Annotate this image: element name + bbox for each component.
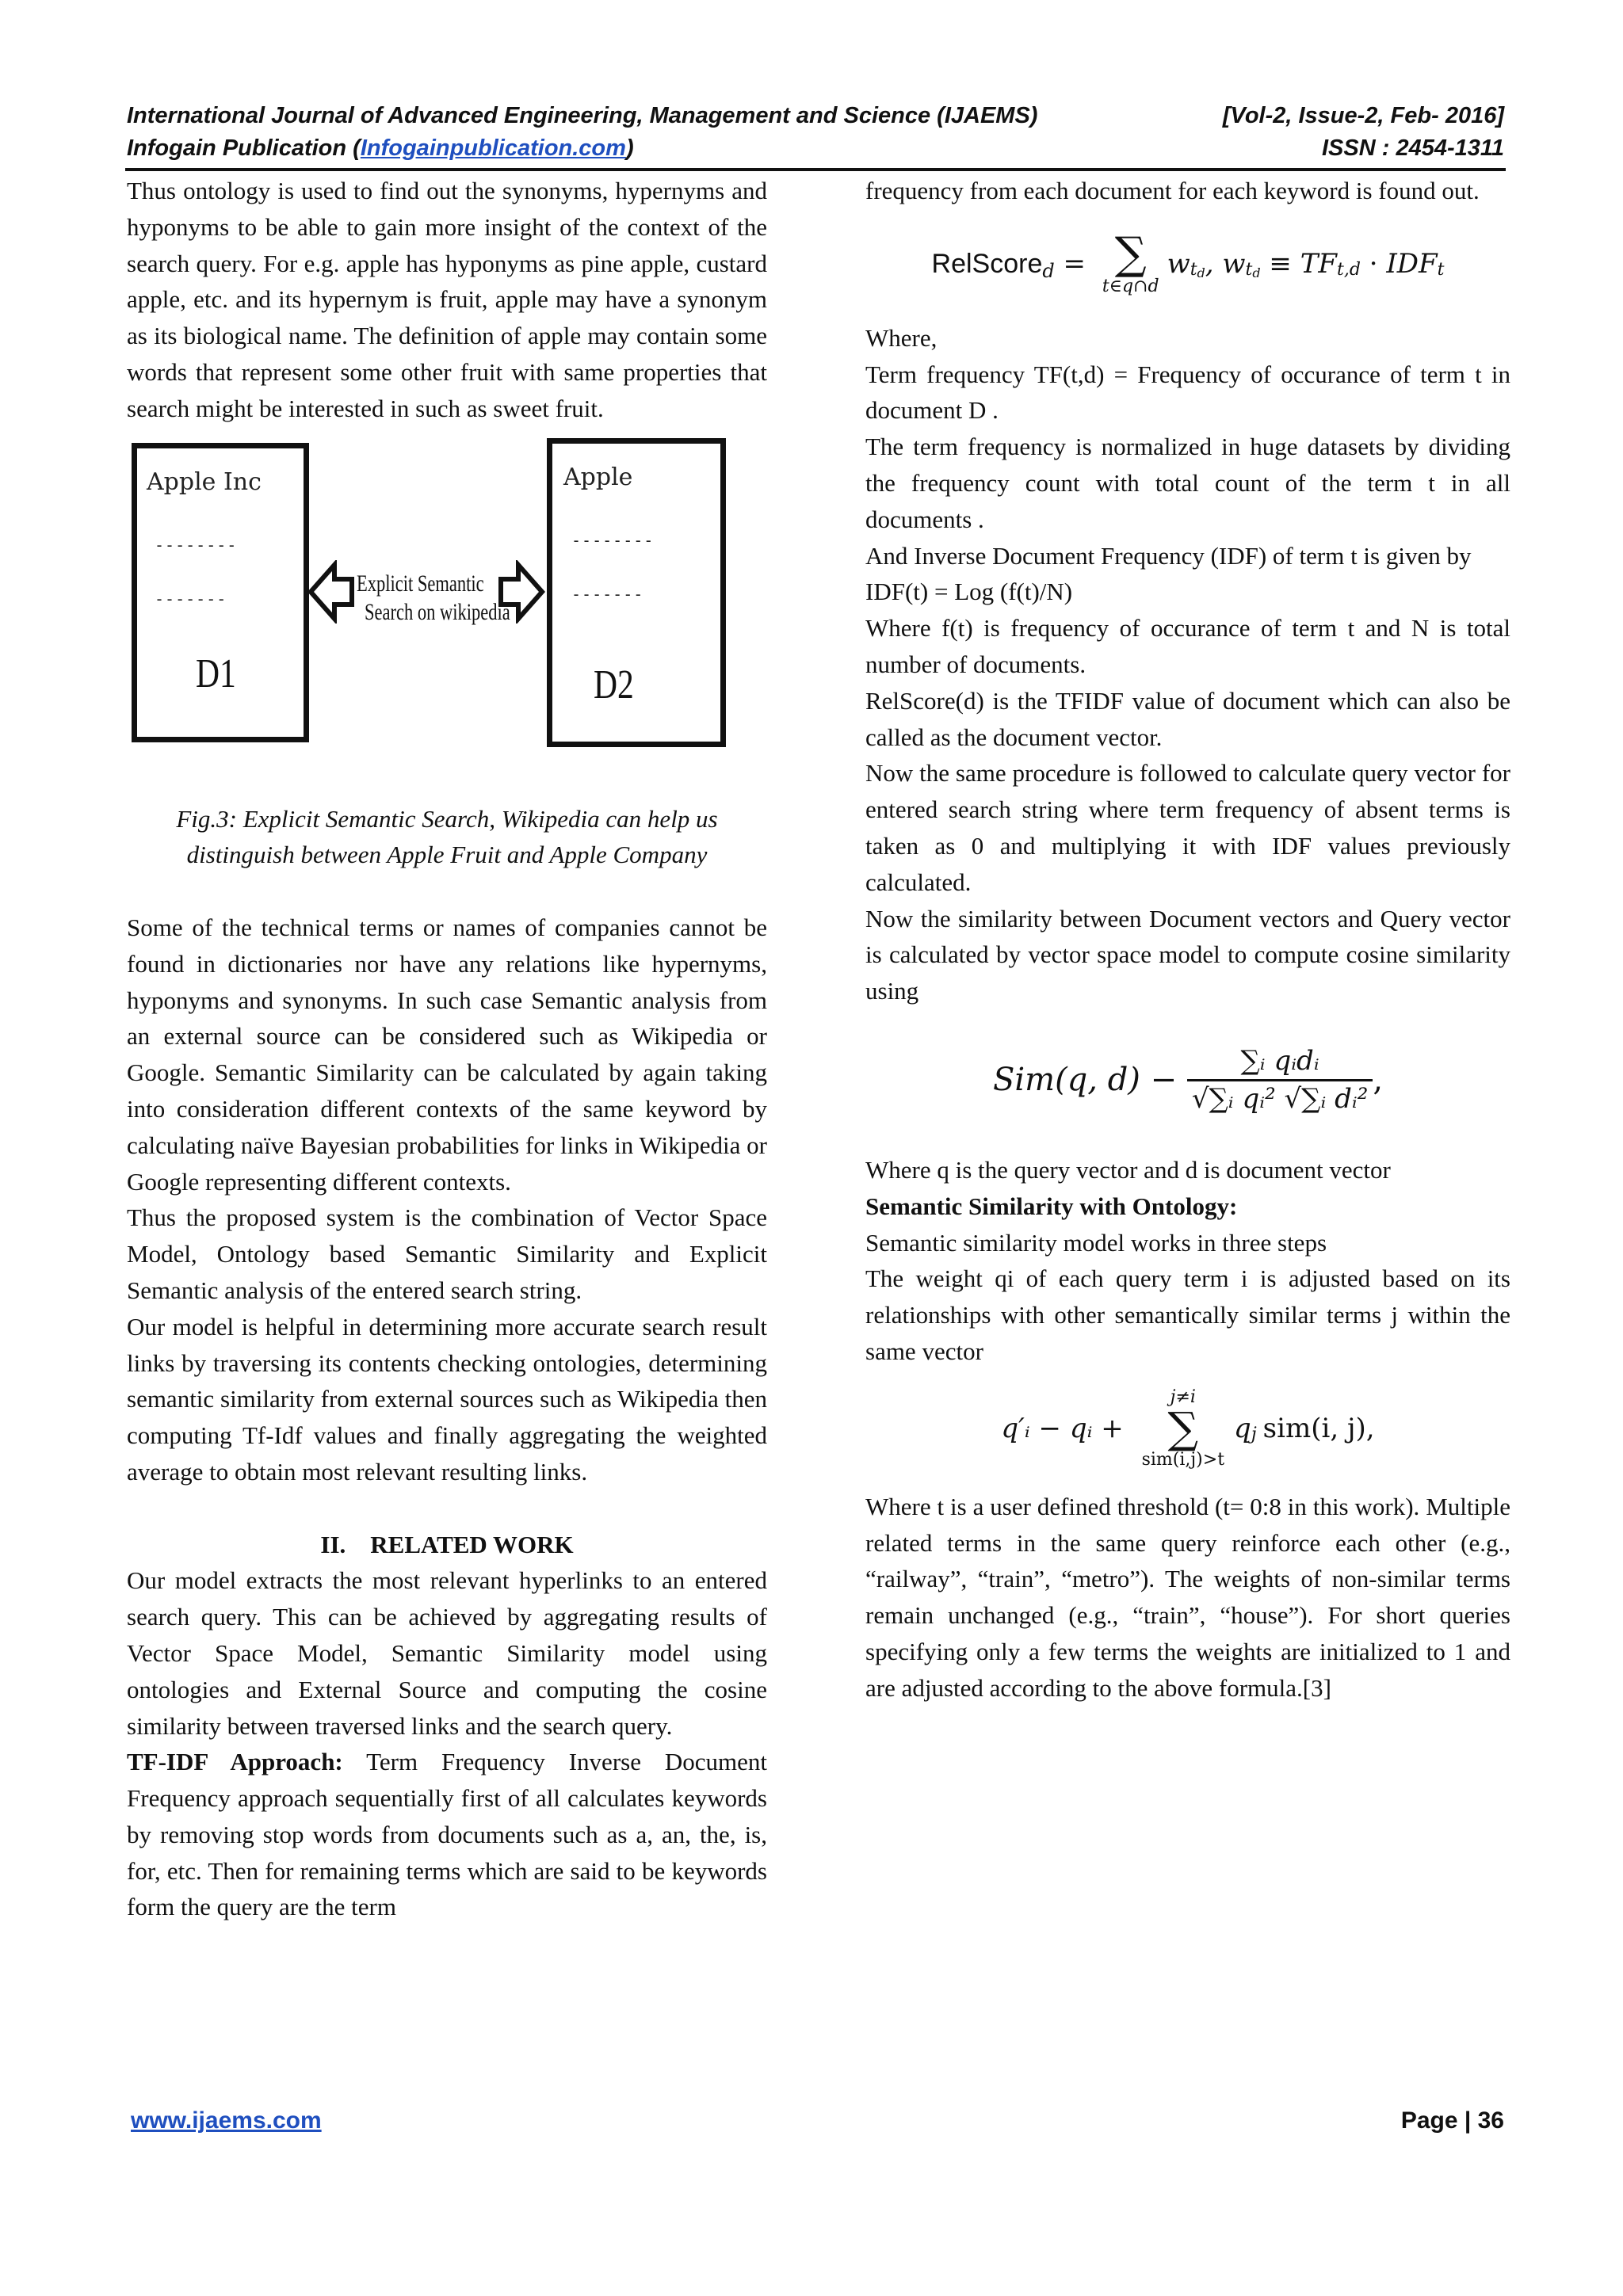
document-box-d1	[132, 443, 309, 742]
paragraph: Thus the proposed system is the combination of Vector Space Model, Ontology based Semantic Similarity and Explicit Semantic analysis of the entered search string.	[127, 1203, 767, 1304]
volume-info: [Vol-2, Issue-2, Feb- 2016]	[1222, 103, 1504, 128]
paragraph: Semantic similarity model works in three steps	[865, 1228, 1327, 1257]
tfidf-heading: TF-IDF Approach:	[127, 1748, 343, 1776]
publisher-link[interactable]: Infogainpublication.com	[360, 135, 626, 161]
d2-label: D2	[594, 662, 634, 707]
header-rule	[125, 168, 1506, 171]
paragraph: Where q is the query vector and d is document vector	[865, 1155, 1391, 1184]
page-number: Page | 36	[1400, 2107, 1504, 2134]
paragraph: Where f(t) is frequency of occurance of term t and N is total number of documents.	[865, 614, 1510, 678]
paragraph: Our model is helpful in determining more accurate search result links by traversing its contents checking ontologies, determining semantic similarity from external sources such as Wikipedia then computing Tf-Idf values and finally aggregating the weighted average to obtain most relevant resulting links.	[127, 1312, 767, 1486]
formula-weight-adjustment: q′ᵢ − qᵢ + j≠i ∑ sim(i,j)>t q j sim(i, j) ,	[1001, 1386, 1375, 1470]
issn: ISSN : 2454-1311	[1322, 135, 1504, 161]
paragraph: The weight qi of each query term i is adjusted based on its relationships with other semantically similar terms j within the same vector	[865, 1264, 1510, 1365]
d1-label: D1	[196, 650, 236, 696]
paragraph: Some of the technical terms or names of companies cannot be found in dictionaries nor have any relations like hypernyms, hyponyms and synonyms. In such case Semantic analysis from an external source can be considered such as Wikipedia or Google. Semantic Similarity can be calculated by again taking into consideration different contexts of the same keyword by calculating naïve Bayesian probabilities for links in Wikipedia or Google representing different contexts.	[127, 913, 767, 1196]
paragraph: RelScore(d) is the TFIDF value of document which can also be called as the document vector.	[865, 686, 1510, 751]
formula-relscore: RelScore d = ∑ t∈q∩d w t d , w t d ≡ TF t,d · IDF t	[931, 227, 1445, 296]
figure-3	[127, 443, 767, 791]
d1-dashes-1: --------	[155, 535, 238, 555]
arrow-label-line1: Explicit Semantic	[357, 570, 484, 597]
d2-title: Apple	[563, 463, 633, 491]
right-column	[865, 173, 1510, 1707]
paragraph: IDF(t) = Log (f(t)/N)	[865, 578, 1073, 606]
paragraph: Where t is a user defined threshold (t= 0:8 in this work). Multiple related terms in the same query reinforce each other (e.g., “railway”, “train”, “metro”). The weights of non-similar terms remain unchanged (e.g., “train”, “house”). For short queries specifying only a few terms the weights are initialized to 1 and are adjusted according to the above formula.[3]	[865, 1492, 1510, 1702]
paragraph: Where,	[865, 323, 938, 352]
paragraph: Thus ontology is used to find out the synonyms, hypernyms and hyponyms to be able to gain more insight of the context of the search query. For e.g. apple has hyponyms as pine apple, custard apple, etc. and its hypernym is fruit, apple may have a synonym as its biological name. The definition of apple may contain some words that represent some other fruit with same properties that search might be interested in such as sweet fruit.	[127, 177, 767, 422]
figure-caption-line2: distinguish between Apple Fruit and Apple Company	[186, 841, 708, 869]
paragraph: TF-IDF Approach: Term Frequency Inverse Document Frequency approach sequentially first of all calculates keywords by removing stop words from documents such as a, an, the, is, for, etc. Then for remaining terms which are said to be keywords form the query are the term	[127, 1748, 767, 1921]
paragraph: frequency from each document for each keyword is found out.	[865, 177, 1480, 204]
journal-website-link[interactable]: www.ijaems.com	[131, 2107, 322, 2134]
subsection-heading: Semantic Similarity with Ontology:	[865, 1192, 1238, 1220]
journal-title: International Journal of Advanced Engineering, Management and Science (IJAEMS)	[127, 103, 1038, 128]
paragraph: And Inverse Document Frequency (IDF) of term t is given by	[865, 541, 1472, 570]
paragraph: Our model extracts the most relevant hyperlinks to an entered search query. This can be achieved by aggregating results of Vector Space Model, Semantic Similarity model using ontologies and External Source and computing the cosine similarity between traversed links and the search query.	[127, 1566, 767, 1740]
paragraph: Term frequency TF(t,d) = Frequency of occurance of term t in document D .	[865, 360, 1510, 425]
section-heading: II. RELATED WORK	[320, 1530, 574, 1558]
d1-dashes-2: -------	[155, 589, 227, 608]
paragraph: Now the similarity between Document vectors and Query vector is calculated by vector space model to compute cosine similarity using	[865, 904, 1510, 1005]
left-column	[127, 173, 767, 1925]
d1-title: Apple Inc	[147, 467, 262, 496]
arrow-label-line2: Search on wikipedia	[365, 598, 510, 625]
publisher: Infogain Publication (Infogainpublication.com)	[127, 135, 634, 161]
paragraph: Now the same procedure is followed to calculate query vector for entered search string where term frequency of absent terms is taken as 0 and multiplying it with IDF values previously calculated.	[865, 759, 1510, 896]
d2-dashes-1: --------	[571, 530, 655, 550]
figure-caption-line1: Fig.3: Explicit Semantic Search, Wikipedia can help us	[176, 804, 718, 833]
arrow-left-icon	[307, 560, 355, 624]
paragraph: The term frequency is normalized in huge datasets by dividing the frequency count with total count of the term t in all documents .	[865, 433, 1510, 533]
d2-dashes-2: -------	[571, 584, 644, 604]
document-box-d2	[547, 438, 726, 747]
formula-cosine-similarity: Sim(q, d) − ∑ᵢ qᵢdᵢ √∑ᵢ qᵢ² √∑ᵢ dᵢ² ,	[992, 1044, 1384, 1116]
